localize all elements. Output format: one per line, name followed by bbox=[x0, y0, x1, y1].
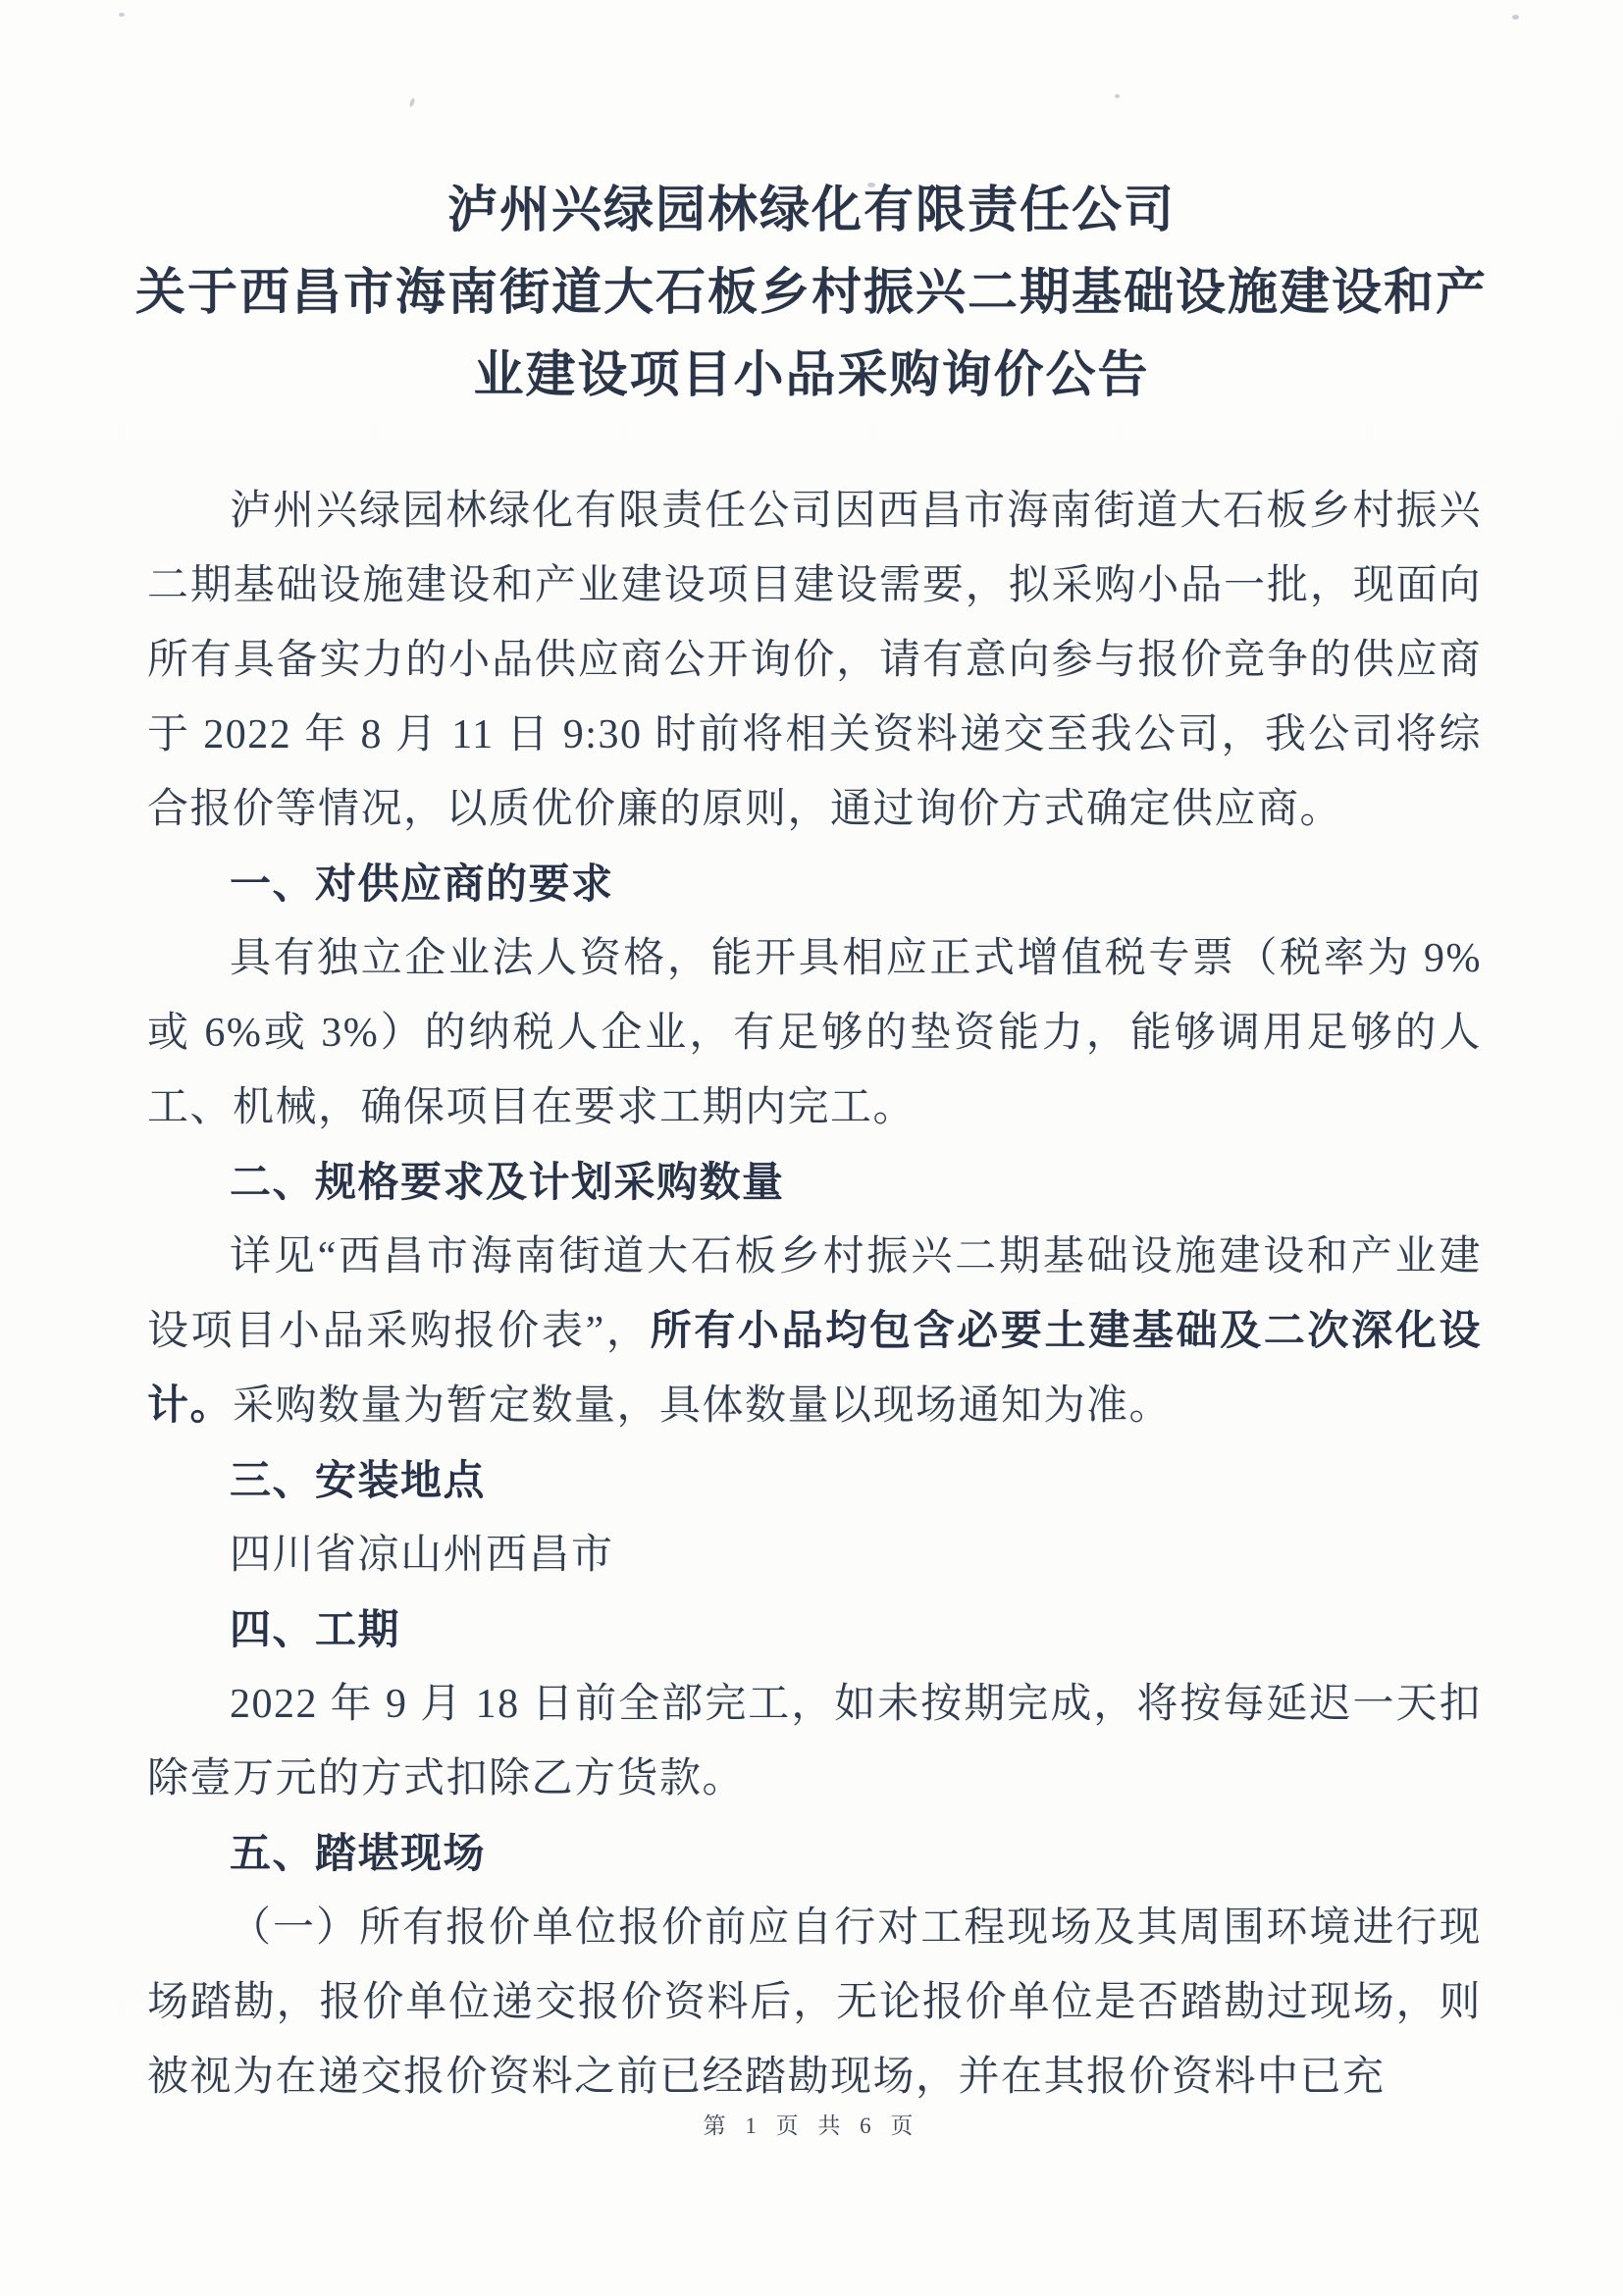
intro-paragraph: 泸州兴绿园林绿化有限责任公司因西昌市海南街道大石板乡村振兴二期基础设施建设和产业建设项目建设需要，拟采购小品一批，现面向所有具备实力的小品供应商公开询价，请有意向参与报价竞争的供应商于 2022 年 8 月 11 日 9:30 时前将相关资料递交至我公司，我公司将综合报价等情况，以质优价廉的原则，通过询价方式确定供应商。 bbox=[147, 489, 1482, 832]
page-number-footer: 第 1 页 共 6 页 bbox=[703, 2113, 920, 2138]
section-2-heading: 二、规格要求及计划采购数量 bbox=[230, 1159, 785, 1205]
section-3-heading: 三、安装地点 bbox=[230, 1457, 487, 1503]
scan-artifact bbox=[1115, 94, 1120, 98]
section-2-paragraph bbox=[147, 1220, 1482, 1443]
section-4-paragraph: 2022 年 9 月 18 日前全部完工，如未按期完成，将按每延迟一天扣除壹万元的方式扣除乙方货款。 bbox=[147, 1682, 1482, 1801]
section-5-paragraph: （一）所有报价单位报价前应自行对工程现场及其周围环境进行现场踏勘，报价单位递交报价资料后，无论报价单位是否踏勘过现场，则被视为在递交报价资料之前已经踏勘现场，并在其报价资料中已充 bbox=[147, 1905, 1482, 2100]
section-4-heading: 四、工期 bbox=[230, 1606, 401, 1652]
section-1-paragraph: 具有独立企业法人资格，能开具相应正式增值税专票（税率为 9%或 6%或 3%）的纳税人企业，有足够的垫资能力，能够调用足够的人工、机械，确保项目在要求工期内完工。 bbox=[147, 936, 1482, 1130]
scan-artifact bbox=[1512, 15, 1519, 20]
section-2-text-before: 详见“西昌市海南街道大石板乡村振兴二期基础设施建设和产业建设项目小品采购报价表”， bbox=[147, 1234, 1482, 1354]
section-3-paragraph: 四川省凉山州西昌市 bbox=[230, 1533, 614, 1578]
document-title bbox=[69, 169, 1554, 416]
title-line-1: 泸州兴绿园林绿化有限责任公司 bbox=[446, 182, 1176, 237]
section-2-text-after: 采购数量为暂定数量，具体数量以现场通知为准。 bbox=[233, 1383, 1173, 1429]
section-5-heading: 五、踏堪现场 bbox=[230, 1830, 487, 1876]
scan-artifact bbox=[409, 98, 416, 108]
section-1-heading: 一、对供应商的要求 bbox=[230, 861, 614, 907]
document-body bbox=[147, 474, 1482, 2114]
scan-artifact bbox=[119, 13, 125, 17]
title-line-2: 关于西昌市海南街道大石板乡村振兴二期基础设施建设和产 bbox=[134, 264, 1488, 320]
title-line-3: 业建设项目小品采购询价公告 bbox=[473, 346, 1150, 402]
section-2-text-bold: 所有小品均包含必要土建基础及二次深化设计。 bbox=[147, 1309, 1482, 1429]
